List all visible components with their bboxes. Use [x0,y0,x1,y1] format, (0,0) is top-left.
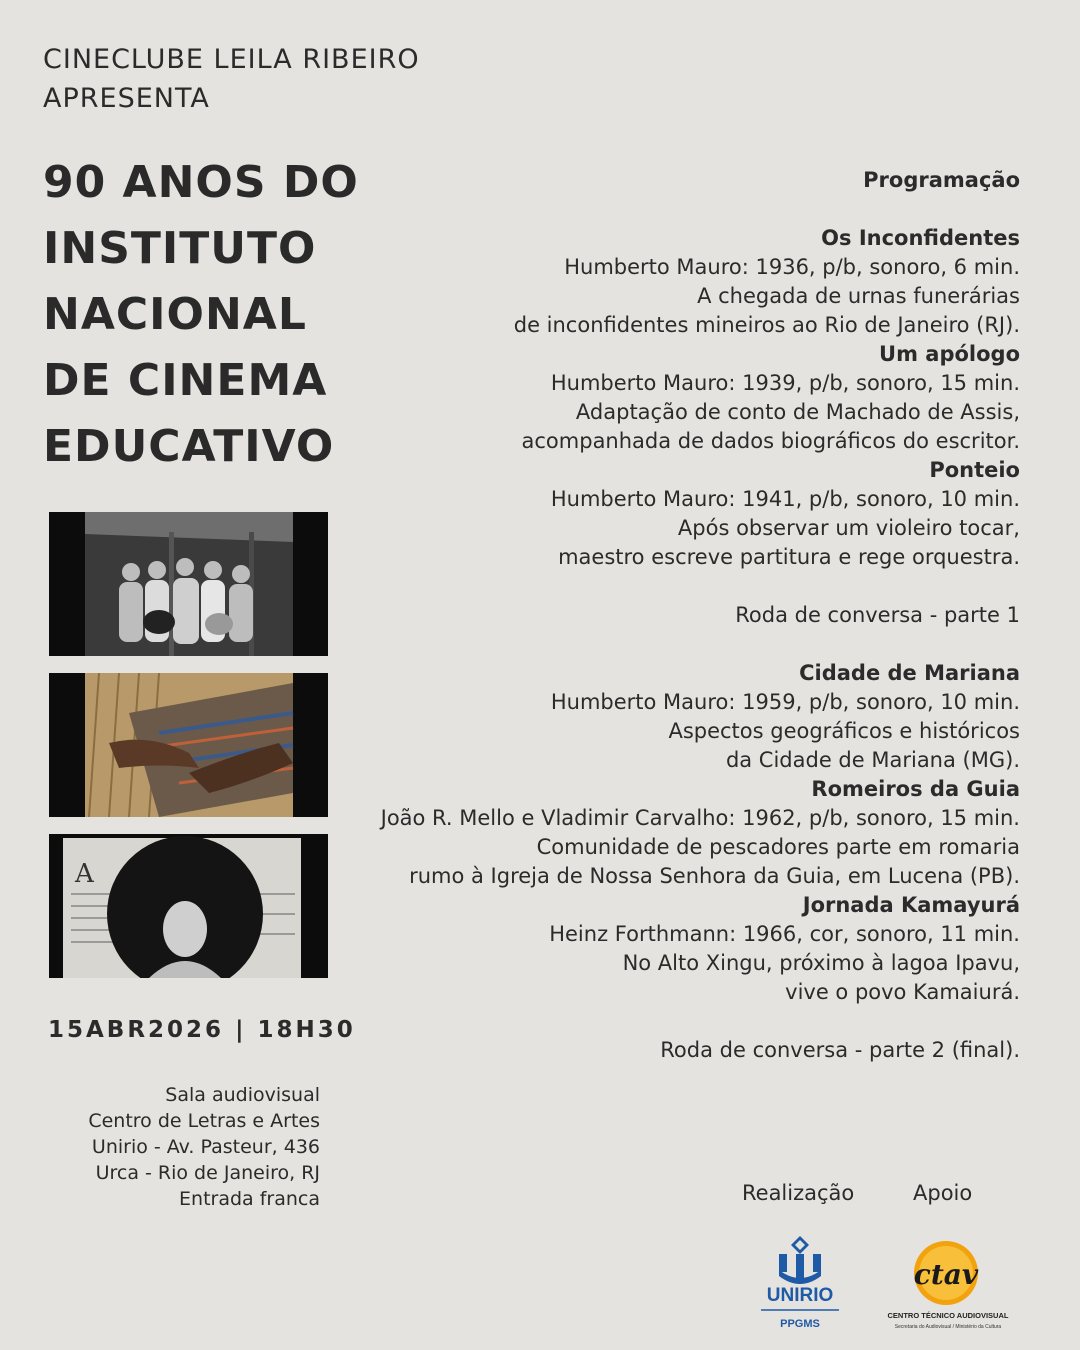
presenter-line-1: CINECLUBE LEILA RIBEIRO [43,44,420,75]
venue-line: Entrada franca [179,1188,320,1210]
title-line: INSTITUTO [43,223,317,274]
film-synopsis: Aspectos geográficos e históricos [668,719,1020,743]
unirio-sub: PPGMS [780,1318,820,1330]
event-date-time: 15ABR2026 | 18H30 [48,1017,356,1043]
film-title: Os Inconfidentes [821,226,1020,250]
venue-line: Unirio - Av. Pasteur, 436 [91,1136,320,1158]
film-credits: João R. Mello e Vladimir Carvalho: 1962, p/b, sonoro, 15 min. [380,806,1020,830]
ctav-mark: ctav [913,1258,979,1291]
program-heading: Programação [863,168,1020,192]
film-title: Ponteio [929,458,1020,482]
film-synopsis: da Cidade de Mariana (MG). [725,748,1020,772]
presenter [43,40,420,118]
film-synopsis: de inconfidentes mineiros ao Rio de Janeiro (RJ). [513,313,1020,337]
ctav-sub: Secretaria do Audiovisual / Ministério da Cultura [894,1324,1002,1330]
film-title: Romeiros da Guia [811,777,1020,801]
film-still-manuscript [49,834,328,978]
film-synopsis: Adaptação de conto de Machado de Assis, [575,400,1020,424]
venue-info [88,1082,320,1212]
title-line: DE CINEMA [43,355,328,406]
film-synopsis: maestro escreve partitura e rege orquestra. [558,545,1020,569]
talk-session-1: Roda de conversa - parte 1 [735,603,1020,627]
program [300,166,1020,1065]
film-synopsis: Comunidade de pescadores parte em romaria [536,835,1020,859]
talk-session-2: Roda de conversa - parte 2 (final). [660,1038,1020,1062]
title-line: 90 ANOS DO [43,157,359,208]
film-synopsis: vive o povo Kamaiurá. [785,980,1020,1004]
title-line: EDUCATIVO [43,421,335,472]
ctav-name: CENTRO TÉCNICO AUDIOVISUAL [887,1311,1009,1320]
film-still-ponteio [49,512,328,656]
venue-line: Urca - Rio de Janeiro, RJ [95,1162,320,1184]
film-still-weaving [49,673,328,817]
svg-text:A: A [75,859,94,889]
film-synopsis: Após observar um violeiro tocar, [677,516,1020,540]
film-credits: Humberto Mauro: 1936, p/b, sonoro, 6 min. [564,255,1020,279]
ctav-logo [874,1240,1022,1334]
film-title: Cidade de Mariana [799,661,1020,685]
film-credits: Humberto Mauro: 1939, p/b, sonoro, 15 min. [550,371,1020,395]
film-credits: Humberto Mauro: 1959, p/b, sonoro, 10 min. [550,690,1020,714]
film-title: Um apólogo [879,342,1020,366]
venue-line: Sala audiovisual [165,1084,320,1106]
apoio-label: Apoio [913,1181,973,1205]
film-credits: Heinz Forthmann: 1966, cor, sonoro, 11 min. [549,922,1020,946]
film-synopsis: No Alto Xingu, próximo à lagoa Ipavu, [622,951,1020,975]
film-title: Jornada Kamayurá [802,893,1020,917]
realizacao-label: Realização [742,1181,855,1205]
unirio-logo [757,1234,843,1332]
film-credits: Humberto Mauro: 1941, p/b, sonoro, 10 min. [550,487,1020,511]
title-line: NACIONAL [43,289,307,340]
presenter-line-2: APRESENTA [43,83,210,114]
film-synopsis: A chegada de urnas funerárias [697,284,1020,308]
film-synopsis: acompanhada de dados biográficos do escritor. [521,429,1020,453]
unirio-name: UNIRIO [766,1285,834,1306]
film-synopsis: rumo à Igreja de Nossa Senhora da Guia, em Lucena (PB). [409,864,1020,888]
venue-line: Centro de Letras e Artes [88,1110,320,1132]
